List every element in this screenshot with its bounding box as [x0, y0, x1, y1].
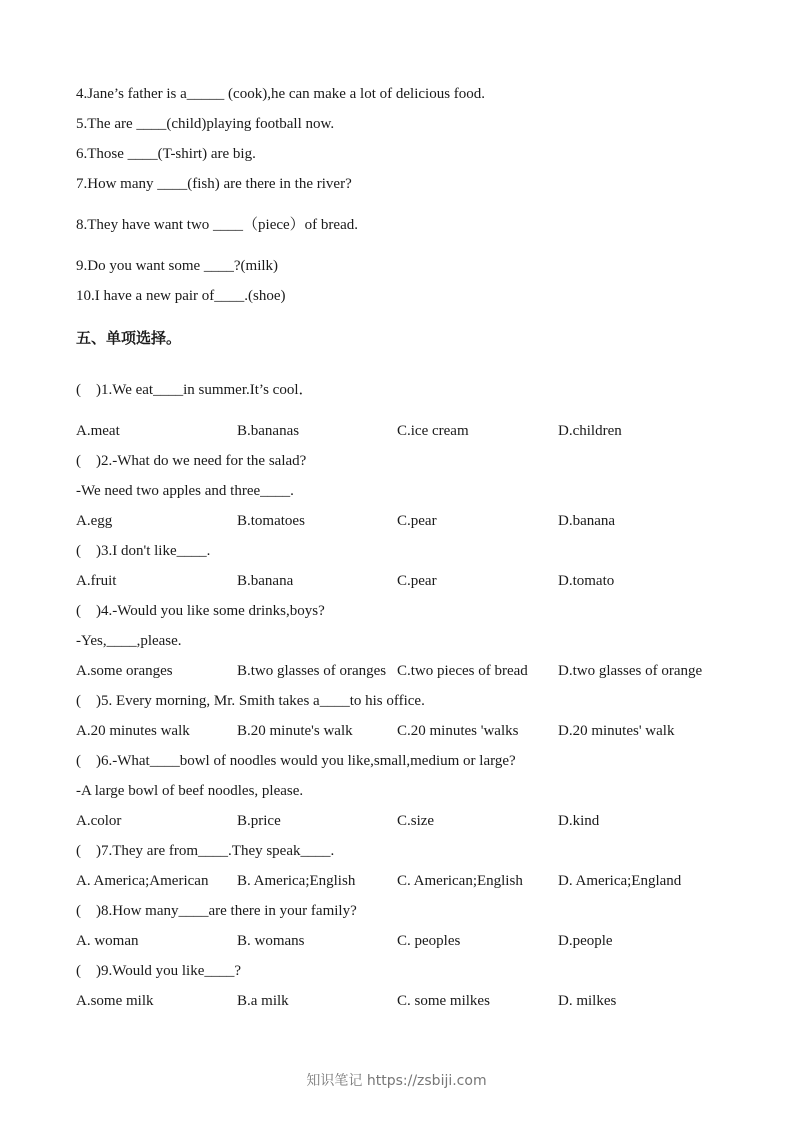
option-c: C. peoples	[397, 933, 461, 949]
option-c: C.size	[397, 813, 435, 829]
option-b: B.price	[237, 813, 281, 829]
option-row	[76, 871, 756, 891]
question-stem: ( )1.We eat____in summer.It’s cool．	[76, 382, 314, 398]
option-d: D. milkes	[558, 993, 617, 1009]
fill-blank-item: 5.The are ____(child)playing football now.	[76, 116, 335, 132]
option-a: A.egg	[76, 513, 113, 529]
footer-watermark: 知识笔记 https://zsbiji.com	[306, 1073, 487, 1089]
option-d: D. America;England	[558, 873, 682, 889]
option-b: B. America;English	[237, 873, 356, 889]
option-b: B.tomatoes	[237, 513, 305, 529]
option-b: B. womans	[237, 933, 305, 949]
option-row	[76, 661, 756, 681]
fill-blank-item: 7.How many ____(fish) are there in the river?	[76, 176, 352, 192]
question-stem: ( )4.-Would you like some drinks,boys?	[76, 603, 325, 619]
option-c: C. American;English	[397, 873, 523, 889]
option-row	[76, 721, 756, 741]
question-stem: ( )6.-What____bowl of noodles would you like,small,medium or large?	[76, 753, 516, 769]
option-c: C.20 minutes 'walks	[397, 723, 519, 739]
option-d: D.children	[558, 423, 622, 439]
option-row	[76, 511, 756, 531]
option-a: A.some oranges	[76, 663, 173, 679]
option-b: B.two glasses of oranges	[237, 663, 387, 679]
option-a: A. America;American	[76, 873, 209, 889]
question-stem: ( )8.How many____are there in your family?	[76, 903, 357, 919]
question-stem: ( )5. Every morning, Mr. Smith takes a____to his office.	[76, 693, 425, 709]
question-reply: -A large bowl of beef noodles, please.	[76, 783, 304, 799]
option-row	[76, 931, 756, 951]
option-row	[76, 571, 756, 591]
question-stem: ( )3.I don't like____.	[76, 543, 211, 559]
option-c: C. some milkes	[397, 993, 490, 1009]
option-row	[76, 991, 756, 1011]
fill-blank-item: 9.Do you want some ____?(milk)	[76, 258, 279, 274]
option-c: C.pear	[397, 573, 437, 589]
option-a: A.fruit	[76, 573, 117, 589]
option-a: A.some milk	[76, 993, 154, 1009]
option-a: A.20 minutes walk	[76, 723, 190, 739]
option-c: C.two pieces of bread	[397, 663, 528, 679]
option-d: D.kind	[558, 813, 600, 829]
fill-blank-item: 6.Those ____(T-shirt) are big.	[76, 146, 256, 162]
option-b: B.a milk	[237, 993, 289, 1009]
option-d: D.banana	[558, 513, 616, 529]
option-a: A. woman	[76, 933, 139, 949]
fill-blank-item: 8.They have want two ____（piece）of bread.	[76, 217, 358, 233]
option-a: A.meat	[76, 423, 120, 439]
option-a: A.color	[76, 813, 122, 829]
option-c: C.ice cream	[397, 423, 469, 439]
option-c: C.pear	[397, 513, 437, 529]
question-reply: -Yes,____,please.	[76, 633, 182, 649]
section-title: 五、单项选择。	[76, 329, 182, 347]
option-b: B.bananas	[237, 423, 300, 439]
option-row	[76, 811, 756, 831]
option-d: D.people	[558, 933, 613, 949]
option-d: D.two glasses of orange	[558, 663, 703, 679]
option-b: B.banana	[237, 573, 294, 589]
fill-blank-item: 4.Jane’s father is a_____ (cook),he can make a lot of delicious food.	[76, 86, 486, 102]
question-reply: -We need two apples and three____.	[76, 483, 294, 499]
fill-blank-item: 10.I have a new pair of____.(shoe)	[76, 288, 286, 304]
option-b: B.20 minute's walk	[237, 723, 353, 739]
question-stem: ( )9.Would you like____?	[76, 963, 242, 979]
option-row	[76, 421, 756, 441]
option-d: D.tomato	[558, 573, 615, 589]
option-d: D.20 minutes' walk	[558, 723, 675, 739]
question-stem: ( )7.They are from____.They speak____.	[76, 843, 335, 859]
question-stem: ( )2.-What do we need for the salad?	[76, 453, 307, 469]
